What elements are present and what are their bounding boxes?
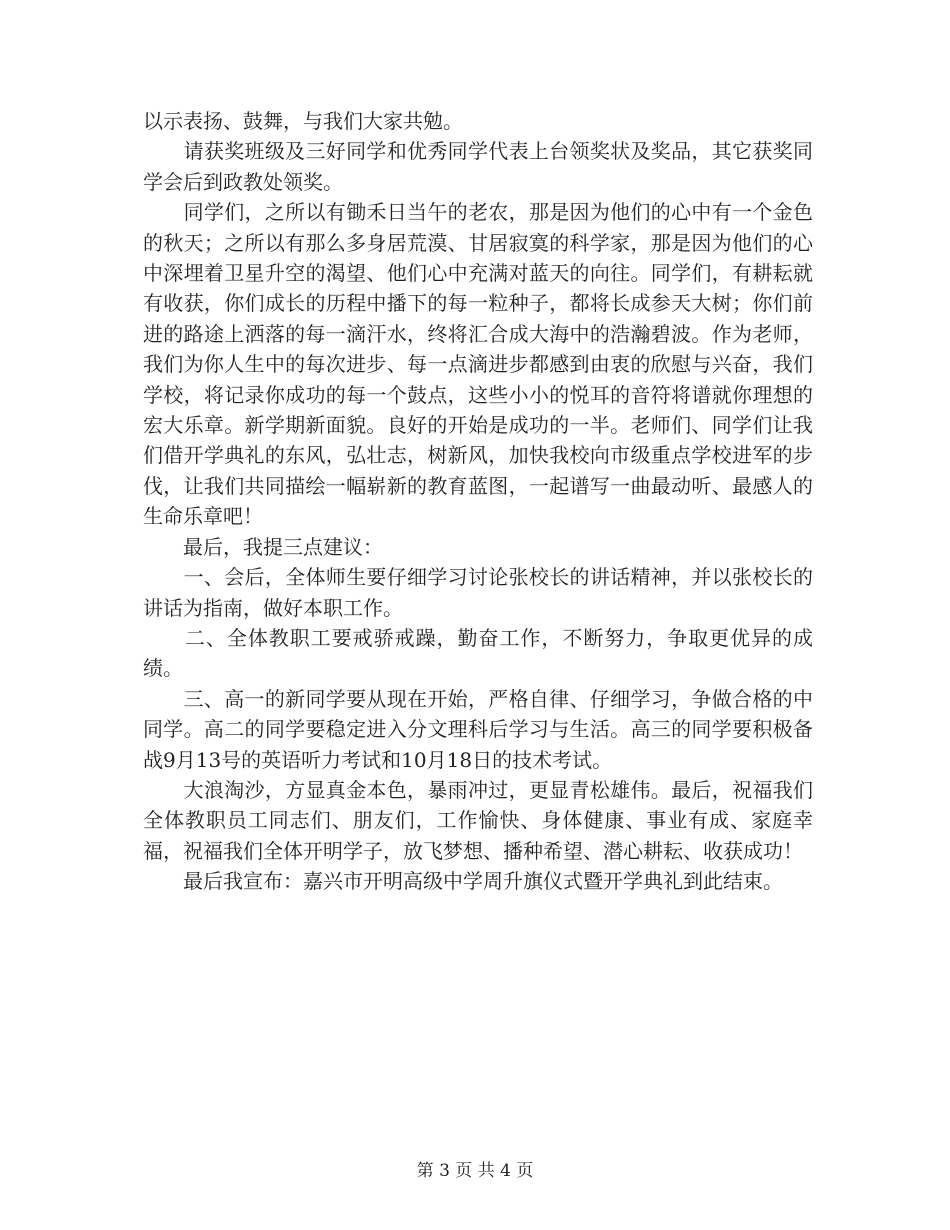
page-number-footer: 第 3 页 共 4 页 [416, 1161, 534, 1181]
paragraph-7: 三、高一的新同学要从现在开始，严格自律、仔细学习，争做合格的中同学。高二的同学要稳定进入分文理科后学习与生活。高三的同学要积极备战9月13号的英语听力考试和10月18日的技术考试。 [143, 686, 813, 772]
paragraph-9: 最后我宣布：嘉兴市开明高级中学周升旗仪式暨开学典礼到此结束。 [143, 869, 783, 894]
document-body [143, 106, 813, 897]
paragraph-3: 同学们，之所以有锄禾日当午的老农，那是因为他们的心中有一个金色的秋天；之所以有那么多身居荒漠、甘居寂寞的科学家，那是因为他们的心中深埋着卫星升空的渴望、他们心中充满对蓝天的向往。同学们，有耕耘就有收获，你们成长的历程中播下的每一粒种子，都将长成参天大树；你们前进的路途上洒落的每一滴汗水，终将汇合成大海中的浩瀚碧波。作为老师，我们为你人生中的每次进步、每一点滴进步都感到由衷的欣慰与兴奋，我们学校，将记录你成功的每一个鼓点，这些小小的悦耳的音符将谱就你理想的宏大乐章。新学期新面貌。良好的开始是成功的一半。老师们、同学们让我们借开学典礼的东风，弘壮志，树新风，加快我校向市级重点学校进军的步伐，让我们共同描绘一幅崭新的教育蓝图，一起谱写一曲最动听、最感人的生命乐章吧！ [143, 200, 813, 529]
paragraph-4: 最后，我提三点建议： [143, 534, 383, 559]
paragraph-2: 请获奖班级及三好同学和优秀同学代表上台领奖状及奖品，其它获奖同学会后到政教处领奖。 [143, 139, 813, 194]
paragraph-6: 二、全体教职工要戒骄戒躁，勤奋工作，不断努力，争取更优异的成绩。 [143, 625, 813, 681]
paragraph-1: 以示表扬、鼓舞，与我们大家共勉。 [143, 109, 463, 133]
paragraph-8: 大浪淘沙，方显真金本色，暴雨冲过，更显青松雄伟。最后，祝福我们全体教职员工同志们、朋友们，工作愉快、身体健康、事业有成、家庭幸福，祝福我们全体开明学子，放飞梦想、播种希望、潜心耕耘、收获成功！ [143, 777, 813, 863]
paragraph-5: 一、会后，全体师生要仔细学习讨论张校长的讲话精神，并以张校长的讲话为指南，做好本职工作。 [143, 565, 813, 620]
